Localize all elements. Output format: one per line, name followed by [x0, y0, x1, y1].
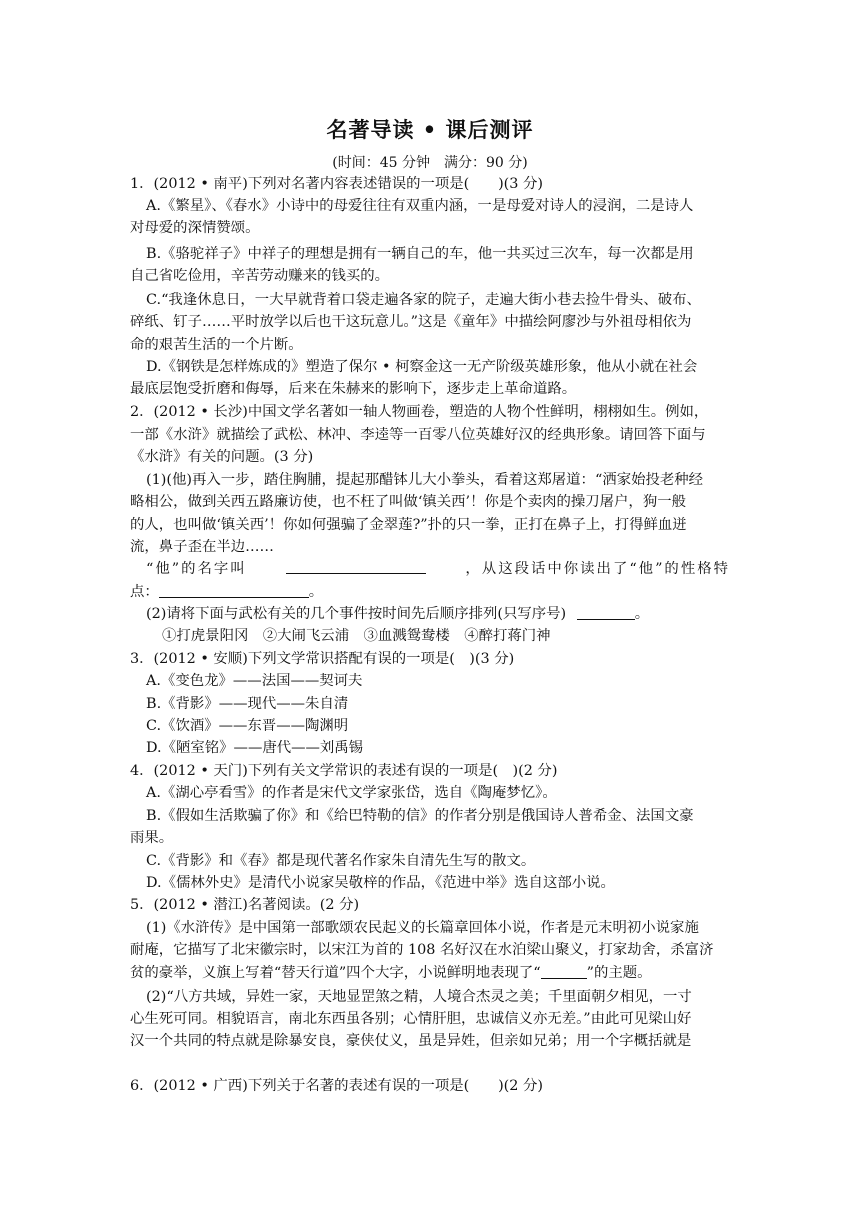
q2-fill-line2	[130, 582, 730, 602]
q2-passage-line1: (1)(他)再入一步，踏住胸脯，提起那醋钵儿大小拳头，看着这郑屠道：“洒家始投老种经	[146, 472, 704, 488]
page-title: 名著导读 • 课后测评	[326, 117, 534, 142]
q1-option-c-line3: 命的艰苦生活的一个片断。	[130, 337, 303, 353]
q2-passage-line3: 的人，也叫做‘镇关西’！你如何强骗了金翠莲?”扑的只一拳，正打在鼻子上，打得鲜血迸	[130, 517, 687, 533]
q2-fill-text-b: ，从这段话中你读出了“他”的性格特	[465, 561, 730, 577]
q1-option-a-line1: A.《繁星》、《春水》小诗中的母爱往往有双重内涵，一是母爱对诗人的浸润，二是诗人	[146, 198, 694, 214]
question-1-stem: 1．(2012 • 南平)下列对名著内容表述错误的一项是( )(3 分)	[130, 176, 544, 192]
q5-part2-line2: 心生死可同。相貌语言，南北东西虽各别；心情肝胆，忠诚信义亦无差。”由此可见梁山好	[130, 1011, 692, 1027]
q2-name-blank[interactable]	[286, 559, 426, 574]
q4-option-b-line2: 雨果。	[130, 830, 174, 846]
q3-option-b: B.《背影》——现代——朱自清	[146, 696, 349, 712]
q5-part1-line1: (1)《水浒传》是中国第一部歌颂农民起义的长篇章回体小说，作者是元末明初小说家施	[146, 920, 699, 936]
q5-part2-line1: (2)“八方共域，异姓一家，天地显罡煞之精，人境合杰灵之美；千里面朝夕相见，一寸	[146, 989, 692, 1005]
page-subtitle: (时间：45 分钟 满分：90 分)	[332, 155, 528, 171]
q2-fill-text-a: “他”的名字叫	[146, 561, 247, 577]
q5-part1-text-b: ”的主题。	[586, 965, 652, 981]
question-5-stem: 5．(2012 • 潜江)名著阅读。(2 分)	[130, 897, 360, 913]
q1-option-d-line1: D.《钢铁是怎样炼成的》塑造了保尔 • 柯察金这一无产阶级英雄形象，他从小就在社会	[146, 359, 698, 375]
q4-option-a: A.《湖心亭看雪》的作者是宋代文学家张岱，选自《陶庵梦忆》。	[146, 785, 557, 801]
q4-option-d: D.《儒林外史》是清代小说家吴敬梓的作品，《范进中举》选自这部小说。	[146, 875, 615, 891]
q1-option-b-line1: B.《骆驼祥子》中祥子的理想是拥有一辆自己的车，他一共买过三次车，每一次都是用	[146, 246, 694, 262]
question-2-stem-line1: 2．(2012 • 长沙)中国文学名著如一轴人物画卷，塑造的人物个性鲜明，栩栩如生。例如，	[130, 404, 709, 420]
q2-fill-line	[146, 559, 730, 579]
q2-sub2-end: 。	[634, 606, 650, 622]
q2-passage-line4: 流，鼻子歪在半边……	[130, 539, 274, 555]
q1-option-b-line2: 自己省吃俭用，辛苦劳动赚来的钱买的。	[130, 268, 390, 284]
question-6-stem: 6．(2012 • 广西)下列关于名著的表述有误的一项是( )(2 分)	[130, 1078, 544, 1094]
q2-sub2-text: (2)请将下面与武松有关的几个事件按时间先后顺序排列(只写序号)	[146, 606, 567, 622]
q2-fill-end: 。	[308, 584, 324, 600]
q2-order-blank[interactable]	[577, 605, 635, 620]
q3-option-c: C.《饮酒》——东晋——陶渊明	[146, 718, 349, 734]
q2-passage-line2: 略相公，做到关西五路廉访使，也不枉了叫做‘镇关西’！你是个卖肉的操刀屠户，狗一般	[130, 494, 686, 510]
q1-option-d-line2: 最底层饱受折磨和侮辱，后来在朱赫来的影响下，逐步走上革命道路。	[130, 381, 577, 397]
question-2-stem-line3: 《水浒》有关的问题。(3 分)	[130, 449, 314, 465]
q5-theme-blank[interactable]	[541, 964, 587, 979]
q1-option-c-line2: 碎纸、钉子……平时放学以后也干这玩意儿。”这是《童年》中描绘阿廖沙与外祖母相依为	[130, 314, 692, 330]
q4-option-c: C.《背影》和《春》都是现代著名作家朱自清先生写的散文。	[146, 853, 536, 869]
q2-trait-blank[interactable]	[159, 583, 309, 598]
question-3-stem: 3．(2012 • 安顺)下列文学常识搭配有误的一项是( )(3 分)	[130, 651, 515, 667]
q3-option-a: A.《变色龙》——法国——契诃夫	[146, 673, 363, 689]
q1-option-a-line2: 对母爱的深情赞颂。	[130, 220, 260, 236]
q3-option-d: D.《陋室铭》——唐代——刘禹锡	[146, 740, 364, 756]
question-4-stem: 4．(2012 • 天门)下列有关文学常识的表述有误的一项是( )(2 分)	[130, 763, 558, 779]
q2-events-list: ①打虎景阳冈 ②大闹飞云浦 ③血溅鸳鸯楼 ④醉打蒋门神	[162, 628, 551, 644]
question-2-stem-line2: 一部《水浒》就描绘了武松、林冲、李逵等一百零八位英雄好汉的经典形象。请回答下面与	[130, 427, 706, 443]
q5-part2-line3: 汉一个共同的特点就是除暴安良，豪侠仗义，虽是异姓，但亲如兄弟；用一个字概括就是	[130, 1033, 692, 1049]
q5-part1-line2: 耐庵，它描写了北宋徽宗时，以宋江为首的 108 名好汉在水泊梁山聚义，打家劫舍，杀富济	[130, 942, 714, 958]
q5-part1-line3	[130, 963, 730, 983]
q2-sub2-line	[146, 604, 730, 624]
q4-option-b-line1: B.《假如生活欺骗了你》和《给巴特勒的信》的作者分别是俄国诗人普希金、法国文豪	[146, 808, 694, 824]
q2-fill-text-c: 点：	[130, 584, 159, 600]
q5-part1-text-a: 贫的豪举，义旗上写着“替天行道”四个大字，小说鲜明地表现了“	[130, 965, 541, 981]
q1-option-c-line1: C.“我逢休息日，一大早就背着口袋走遍各家的院子，走遍大街小巷去捡牛骨头、破布、	[146, 292, 701, 308]
